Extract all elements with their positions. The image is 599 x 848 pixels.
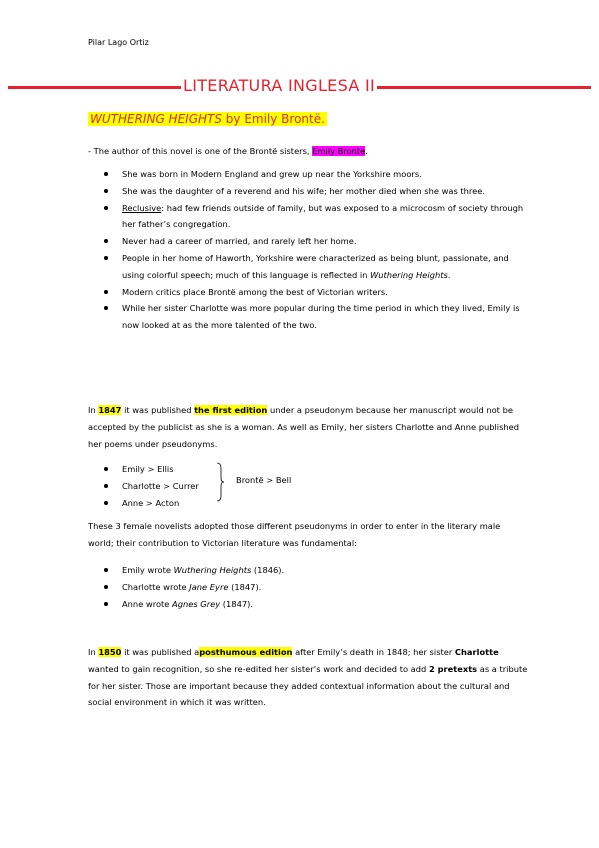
list-item: Never had a career of married, and rarely left her home. (88, 233, 528, 250)
bullet-icon (104, 467, 108, 471)
work-heading (88, 112, 327, 126)
emily-highlight: Emily Bronte (312, 146, 366, 156)
novelists-paragraph: These 3 female novelists adopted those different pseudonyms in order to enter in the literary male world; their contribution to Victorian literature was fundamental: (88, 521, 501, 548)
bullet-icon (104, 189, 108, 193)
bullet-icon (104, 501, 108, 505)
year-1847: 1847 (98, 405, 122, 415)
list-item: Charlotte > Currer (88, 478, 528, 495)
intro-end: . (365, 146, 368, 156)
list-item: She was the daughter of a reverend and his wife; her mother died when she was three. (88, 183, 528, 200)
list-item: Emily > Ellis (88, 461, 528, 478)
list-item: Anne > Acton (88, 495, 528, 512)
bullet-icon (104, 290, 108, 294)
bullet-icon (104, 306, 108, 310)
author-facts-list (88, 166, 528, 334)
bullet-icon (104, 568, 108, 572)
intro-text: - The author of this novel is one of the Brontë sisters, (88, 146, 313, 156)
list-item: Emily wrote Wuthering Heights (1846). (88, 562, 528, 579)
bullet-icon (104, 172, 108, 176)
page-title: LITERATURA INGLESA II (183, 76, 376, 95)
year-1850: 1850 (98, 647, 122, 657)
bullet-icon (104, 484, 108, 488)
brace-icon (216, 462, 224, 502)
list-item: Charlotte wrote Jane Eyre (1847). (88, 579, 528, 596)
list-item: While her sister Charlotte was more popular during the time period in which they lived, Emily is now looked at as the more talented of the two. (88, 300, 528, 334)
bronte-bell-label: Brontë > Bell (236, 475, 292, 485)
author-name: Pilar Lago Ortiz (88, 38, 149, 47)
first-edition-highlight: the first edition (194, 405, 268, 415)
list-item: She was born in Modern England and grew up near the Yorkshire moors. (88, 166, 528, 183)
paragraph-1850: In 1850 it was published aposthumous edition after Emily’s death in 1848; her sister Charlotte wanted to gain recognition, so she re-edited her sister’s work and decided to add 2 pretexts as a tribute for her sister. Those are important because they added contextual information about the cultural and social environment in which it was written. (88, 647, 528, 708)
bullet-icon (104, 602, 108, 606)
list-item: People in her home of Haworth, Yorkshire were characterized as being blunt, passionate, and using colorful speech; much of this language is reflected in Wuthering Heights. (88, 250, 528, 284)
pseudonym-list (88, 461, 528, 511)
bullet-icon (104, 206, 108, 210)
intro-paragraph (88, 143, 528, 160)
work-title: WUTHERING HEIGHTS (90, 112, 222, 126)
works-list (88, 562, 528, 612)
list-item: Reclusive: had few friends outside of family, but was exposed to a microcosm of society through her father’s congregation. (88, 200, 528, 234)
paragraph-1847: In 1847 it was published the first edition under a pseudonym because her manuscript would not be accepted by the publicist as she is a woman. As well as Emily, her sisters Charlotte and Anne published her poems under pseudonyms. (88, 405, 520, 449)
reclusive-term: Reclusive (122, 202, 162, 213)
work-author: by Emily Brontë. (225, 112, 325, 126)
bullet-icon (104, 256, 108, 260)
posthumous-edition-highlight: posthumous edition (199, 647, 293, 657)
bullet-icon (104, 239, 108, 243)
list-item: Anne wrote Agnes Grey (1847). (88, 596, 528, 613)
list-item: Modern critics place Brontë among the best of Victorian writers. (88, 284, 528, 301)
bullet-icon (104, 585, 108, 589)
